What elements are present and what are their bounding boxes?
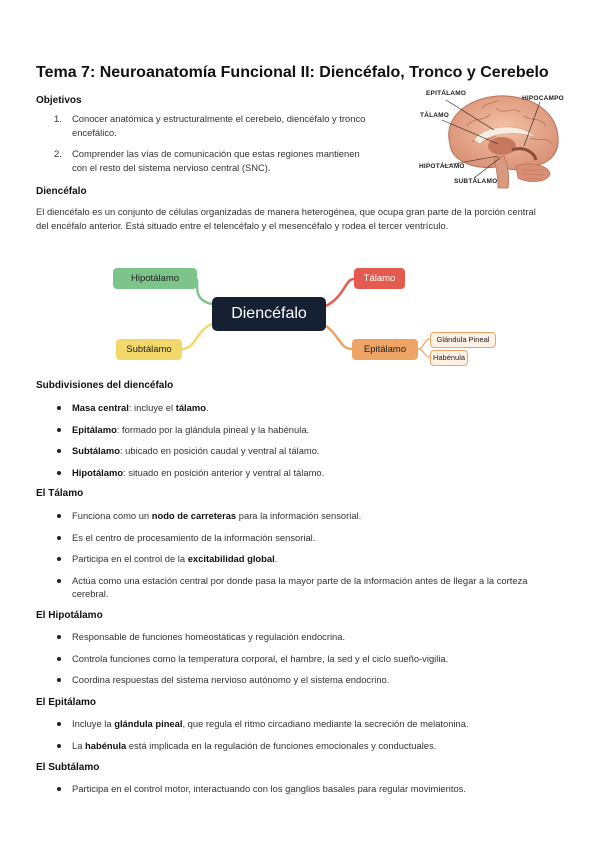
brain-label-hipocampo: HIPOCAMPO bbox=[522, 95, 564, 102]
brain-label-hipotalamo: HIPOTÁLAMO bbox=[419, 163, 465, 170]
diencefalo-paragraph: El diencéfalo es un conjunto de células organizadas de manera heterogénea, que ocupa gran parte de la porción central del encéfalo anterior. Está situado entre el telencéfalo y el mesencéfalo y rodea el tercer ventrículo. bbox=[36, 206, 536, 231]
hipotalamo-heading: El Hipotálamo bbox=[36, 610, 103, 621]
page-title: Tema 7: Neuroanatomía Funcional II: Diencéfalo, Tronco y Cerebelo bbox=[36, 64, 549, 81]
talamo-heading: El Tálamo bbox=[36, 488, 84, 499]
list-item: Coordina respuestas del sistema nervioso autónomo y el sistema endocrino. bbox=[36, 673, 536, 687]
subtalamo-list bbox=[36, 782, 536, 804]
hipotalamo-list bbox=[36, 630, 536, 695]
list-item: 2. Comprender las vías de comunicación que estas regiones mantienen con el resto del sistema nervioso central (SNC). bbox=[54, 148, 360, 173]
mindmap-node-talamo: Tálamo bbox=[354, 268, 405, 289]
subdivisiones-heading: Subdivisiones del diencéfalo bbox=[36, 380, 174, 391]
list-item: Masa central: incluye el tálamo. bbox=[36, 401, 536, 415]
brain-label-talamo: TÁLAMO bbox=[420, 112, 449, 119]
list-item: Funciona como un nodo de carreteras para la información sensorial. bbox=[36, 509, 536, 523]
mindmap-center-node: Diencéfalo bbox=[212, 297, 326, 331]
diencefalo-heading: Diencéfalo bbox=[36, 186, 87, 197]
epitalamo-list bbox=[36, 717, 536, 760]
mindmap-node-epitalamo: Epitálamo bbox=[352, 339, 418, 360]
list-item: Es el centro de procesamiento de la información sensorial. bbox=[36, 531, 536, 545]
list-item: La habénula está implicada en la regulación de funciones emocionales y conductuales. bbox=[36, 739, 536, 753]
list-item: Incluye la glándula pineal, que regula el ritmo circadiano mediante la secreción de melatonina. bbox=[36, 717, 536, 731]
list-item: 1. Conocer anatómica y estructuralmente el cerebelo, diencéfalo y tronco encefálico. bbox=[54, 113, 366, 138]
talamo-list bbox=[36, 509, 536, 609]
list-item: Responsable de funciones homeostáticas y regulación endocrina. bbox=[36, 630, 536, 644]
list-item: Subtálamo: ubicado en posición caudal y ventral al tálamo. bbox=[36, 444, 536, 458]
list-item: Participa en el control motor, interactuando con los ganglios basales para regular movimientos. bbox=[36, 782, 536, 796]
list-item: Epitálamo: formado por la glándula pineal y la habénula. bbox=[36, 423, 536, 437]
mindmap-node-hipotalamo: Hipotálamo bbox=[113, 268, 197, 289]
epitalamo-heading: El Epitálamo bbox=[36, 697, 97, 708]
objectives-heading: Objetivos bbox=[36, 95, 82, 106]
mindmap-node-glandula-pineal: Glándula Pineal bbox=[430, 332, 496, 348]
list-item: Controla funciones como la temperatura corporal, el hambre, la sed y el ciclo sueño-vigilia. bbox=[36, 652, 536, 666]
brain-label-epitalamo: EPITÁLAMO bbox=[426, 90, 467, 97]
subtalamo-heading: El Subtálamo bbox=[36, 762, 100, 773]
list-item: Participa en el control de la excitabilidad global. bbox=[36, 552, 536, 566]
list-item: Actúa como una estación central por donde pasa la mayor parte de la información antes de llegar a la corteza cerebral. bbox=[36, 574, 536, 601]
brain-label-subtalamo: SUBTÁLAMO bbox=[454, 178, 498, 185]
subdivisiones-list bbox=[36, 401, 536, 487]
mindmap-node-habenula: Habénula bbox=[430, 350, 468, 366]
mindmap-node-subtalamo: Subtálamo bbox=[116, 339, 182, 360]
list-item: Hipotálamo: situado en posición anterior y ventral al tálamo. bbox=[36, 466, 536, 480]
